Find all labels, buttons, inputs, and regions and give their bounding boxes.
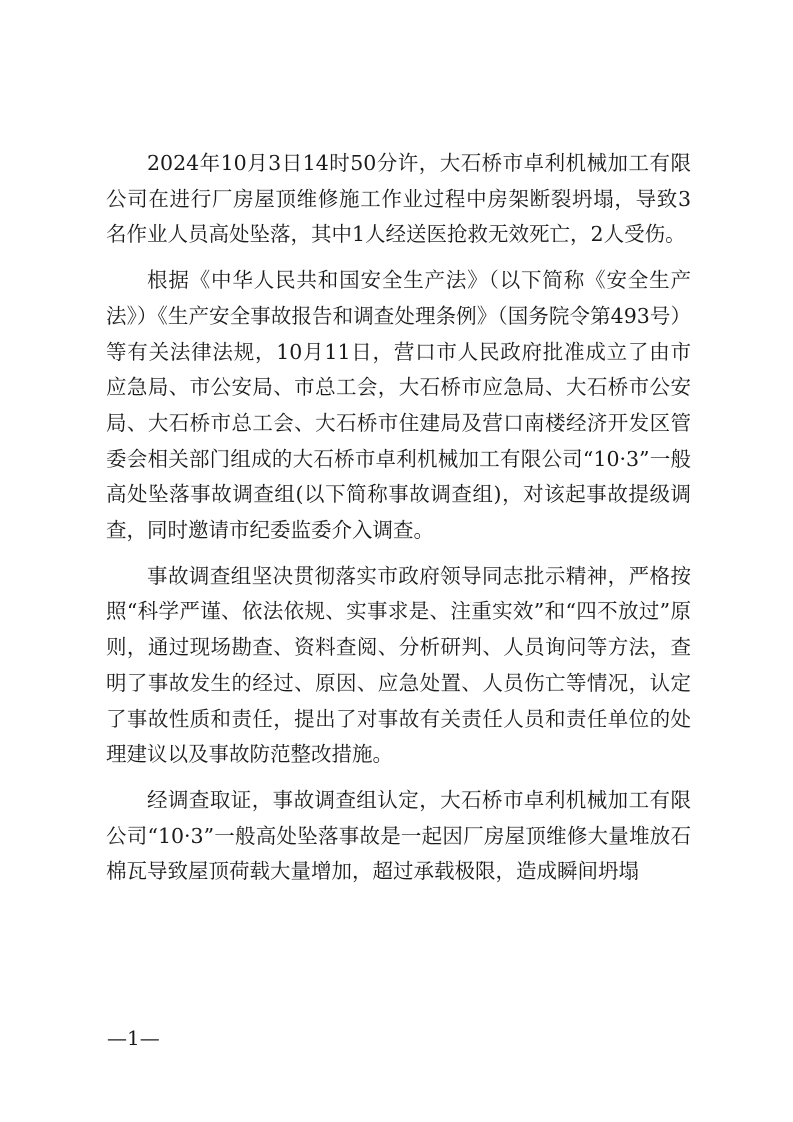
page-number: —1— (107, 1026, 160, 1050)
paragraph-investigation-method: 事故调查组坚决贯彻落实市政府领导同志批示精神，严格按照“科学严谨、依法依规、实事求是、注重实效”和“四不放过”原则，通过现场勘查、资料查阅、分析研判、人员询问等方法，查明了事故发生的经过、原因、应急处置、人员伤亡等情况，认定了事故性质和责任，提出了对事故有关责任人员和责任单位的处理建议以及事故防范整改措施。 (106, 563, 691, 767)
paragraph-conclusion: 经调查取证，事故调查组认定，大石桥市卓利机械加工有限公司“10·3”一般高处坠落事故是一起因厂房屋顶维修大量堆放石棉瓦导致屋顶荷载大量增加，超过承载极限，造成瞬间坍塌 (106, 787, 691, 884)
paragraph-legal-basis: 根据《中华人民共和国安全生产法》（以下简称《安全生产法》）《生产安全事故报告和调查处理条例》（国务院令第493号）等有关法律法规，10月11日，营口市人民政府批准成立了由市应急局、市公安局、市总工会，大石桥市应急局、大石桥市公安局、大石桥市总工会、大石桥市住建局及营口南楼经济开发区管委会相关部门组成的大石桥市卓利机械加工有限公司“10·3”一般高处坠落事故调查组(以下简称事故调查组)，对该起事故提级调查，同时邀请市纪委监委介入调查。 (106, 268, 691, 543)
paragraph-accident-summary: 2024年10月3日14时50分许，大石桥市卓利机械加工有限公司在进行厂房屋顶维修施工作业过程中房架断裂坍塌，导致3名作业人员高处坠落，其中1人经送医抢救无效死亡，2人受伤。 (106, 151, 691, 247)
document-body (106, 146, 691, 900)
